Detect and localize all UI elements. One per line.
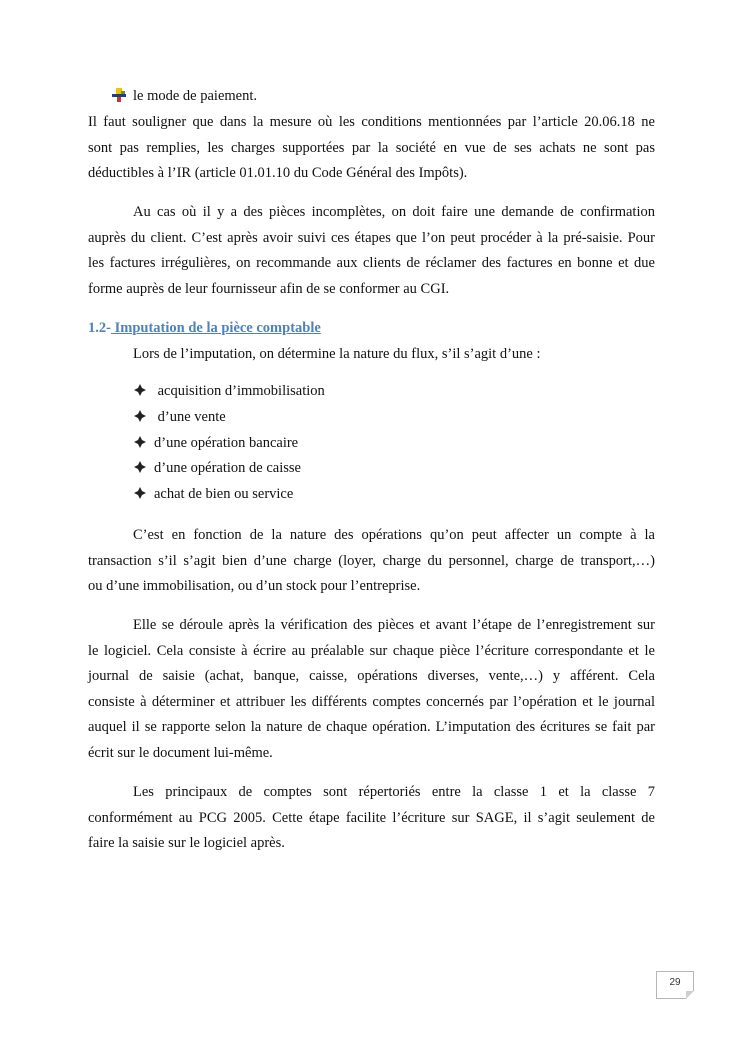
list-item bbox=[134, 409, 226, 426]
text-line: Au cas où il y a des pièces incomplètes, on doit faire une demande de confirmation bbox=[133, 204, 655, 220]
text-line: les factures irrégulières, on recommande aux clients de réclamer des factures en bonne et due bbox=[88, 255, 655, 271]
text-line: C’est en fonction de la nature des opérations qu’on peut affecter un compte à la bbox=[133, 527, 655, 543]
list-item bbox=[134, 460, 301, 477]
text-line: conformément au PCG 2005. Cette étape facilite l’écriture sur SAGE, il s’agit seulement de bbox=[88, 809, 655, 826]
payment-mode-text: le mode de paiement. bbox=[133, 88, 258, 104]
text-line: Lors de l’imputation, on détermine la nature du flux, s’il s’agit d’une : bbox=[133, 346, 541, 362]
text-line: écrit sur le document lui-même. bbox=[88, 744, 273, 761]
text-line: auprès du client. C’est après avoir suivi ces étapes que l’on peut procéder à la pré-saisie. Pour bbox=[88, 229, 655, 246]
text-line: Elle se déroule après la vérification des pièces et avant l’étape de l’enregistrement sur bbox=[133, 617, 655, 633]
section-heading bbox=[88, 320, 321, 337]
list-item-text: acquisition d’immobilisation bbox=[154, 383, 325, 399]
diamond-bullet-icon bbox=[134, 487, 146, 499]
text-line: faire la saisie sur le logiciel après. bbox=[88, 835, 285, 851]
text-line: déductibles à l’IR (article 01.01.10 du Code Général des Impôts). bbox=[88, 165, 468, 181]
section-number: 1.2- bbox=[88, 320, 111, 336]
text-line: Les principaux de comptes sont répertoriés entre la classe 1 et la classe 7 bbox=[133, 784, 655, 800]
text-line: sont pas remplies, les charges supportées par la société en vue de ses achats ne sont pas bbox=[88, 139, 655, 156]
diamond-bullet-icon bbox=[134, 410, 146, 422]
paragraph-accounts-classes bbox=[88, 780, 655, 857]
page-number: 29 bbox=[656, 971, 694, 999]
list-item-text: achat de bien ou service bbox=[154, 486, 294, 502]
diamond-bullet-icon bbox=[134, 461, 146, 473]
paragraph-account-assignment bbox=[88, 523, 655, 600]
diamond-bullet-icon bbox=[134, 384, 146, 396]
paragraph-incomplete-pieces bbox=[88, 200, 655, 302]
text-line: ou d’une immobilisation, ou d’un stock pour l’entreprise. bbox=[88, 578, 421, 594]
text-line: consiste à déterminer et attribuer les différents comptes concernés par l’opération et le journal bbox=[88, 693, 655, 710]
paragraph-verification bbox=[88, 613, 655, 766]
text-line: journal de saisie (achat, banque, caisse, opérations diverses, vente,…) y afférent. Cela bbox=[88, 668, 655, 684]
paragraph-conditions bbox=[88, 110, 655, 187]
checkbox-pointer-icon bbox=[112, 88, 126, 102]
list-item-text: d’une opération bancaire bbox=[154, 435, 299, 451]
text-line: Il faut souligner que dans la mesure où les conditions mentionnées par l’article 20.06.18 ne bbox=[88, 114, 655, 130]
list-item bbox=[134, 383, 325, 400]
list-item-text: d’une vente bbox=[154, 409, 226, 425]
section-title: Imputation de la pièce comptable bbox=[110, 320, 321, 336]
text-line: auquel il se rapporte selon la nature de chaque opération. L’imputation des écritures se fait par bbox=[88, 719, 655, 735]
diamond-bullet-icon bbox=[134, 436, 146, 448]
text-line: forme auprès de leur fournisseur afin de se conformer au CGI. bbox=[88, 280, 450, 297]
text-line: transaction s’il s’agit bien d’une charge (loyer, charge du personnel, charge de transport,…) bbox=[88, 552, 655, 569]
imputation-intro bbox=[88, 342, 655, 368]
list-item-text: d’une opération de caisse bbox=[154, 460, 301, 476]
list-item bbox=[134, 435, 298, 452]
text-line: le logiciel. Cela consiste à écrire au préalable sur chaque pièce l’écriture correspondante et le bbox=[88, 642, 655, 659]
list-item bbox=[134, 486, 293, 503]
payment-mode-bullet bbox=[112, 88, 257, 105]
